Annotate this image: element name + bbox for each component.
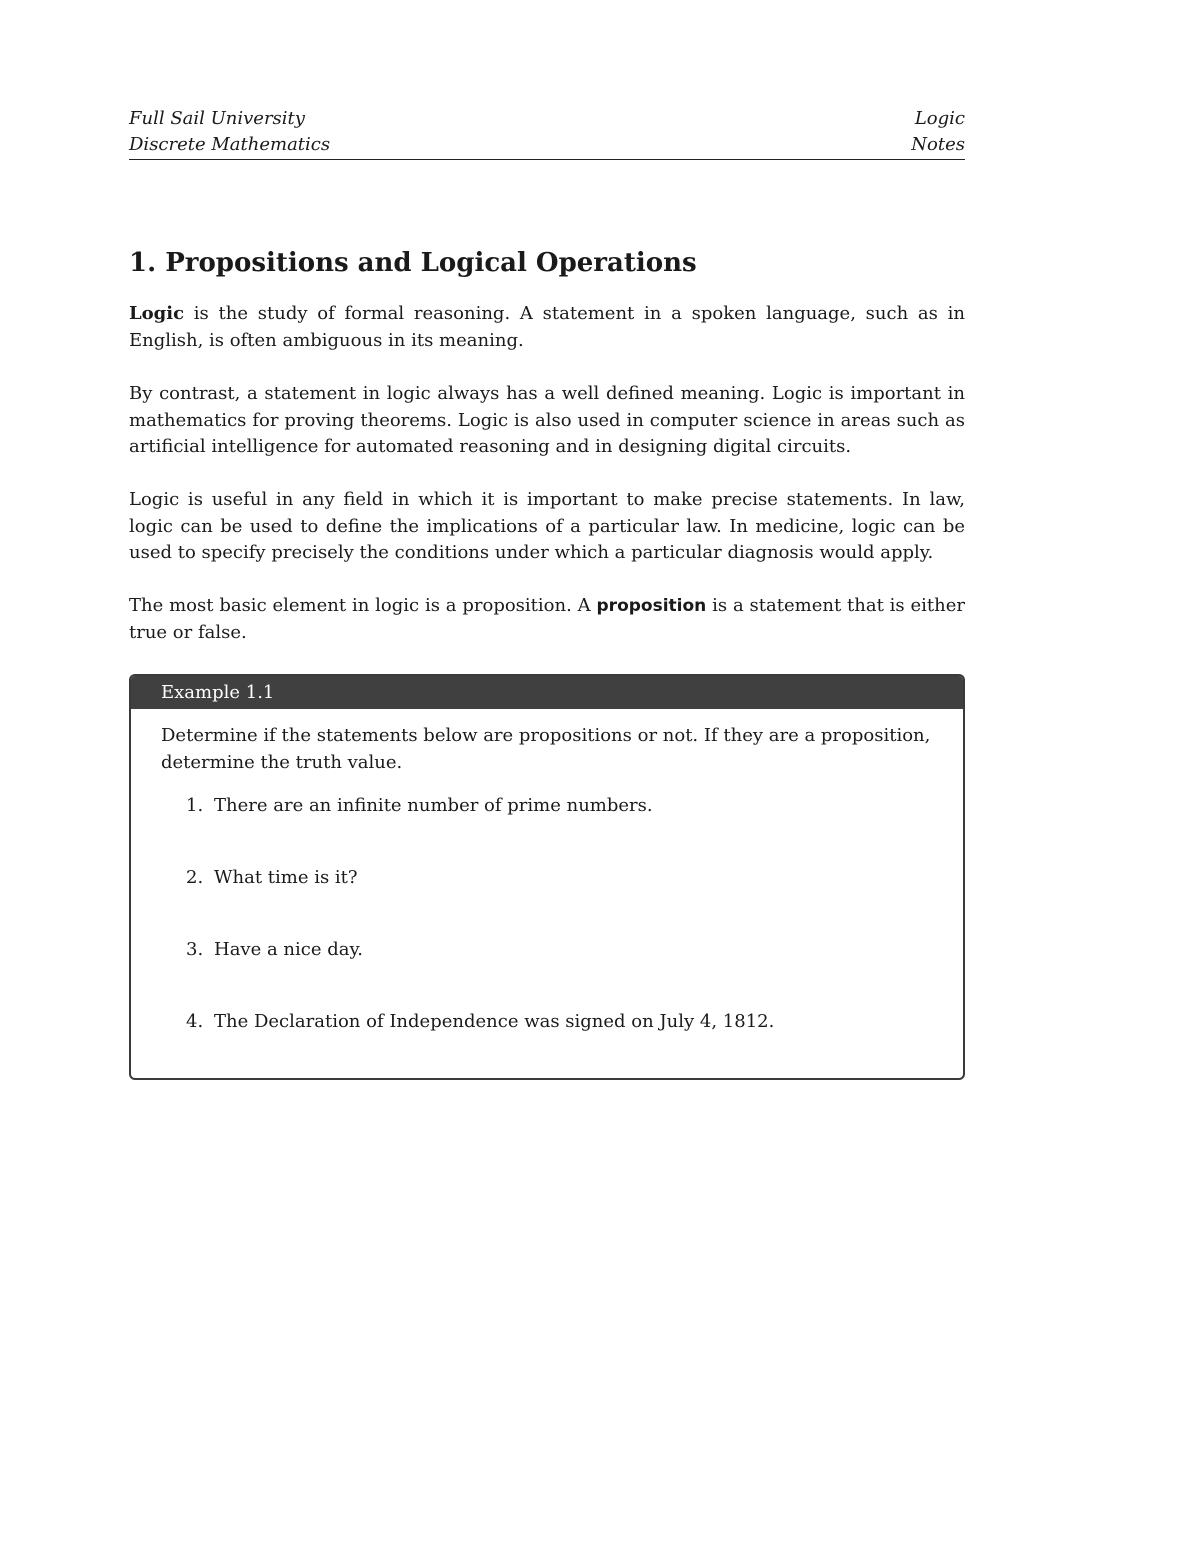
list-item-text: There are an infinite number of prime numbers. (214, 795, 653, 816)
header-topic: Logic (914, 108, 965, 129)
term-proposition: proposition (596, 596, 707, 616)
list-item-number: 1. (186, 795, 204, 816)
paragraph-2: By contrast, a statement in logic always has a well defined meaning. Logic is important in mathematics for proving theorems. Logic is also used in computer science in areas such as artificial intelligence for automated reasoning and in designing digital circuits. (129, 383, 965, 457)
paragraph-3: Logic is useful in any field in which it is important to make precise statements. In law, logic can be used to define the implications of a particular law. In medicine, logic can be used to specify precisely the conditions under which a particular diagnosis would apply. (129, 489, 965, 563)
list-item (186, 1009, 774, 1035)
list-item (186, 793, 653, 819)
header-university: Full Sail University (129, 108, 305, 129)
section-heading (129, 246, 697, 280)
list-item-number: 4. (186, 1011, 204, 1032)
paragraph-4-tail: is a statement that is either true or false. (129, 595, 965, 643)
list-item (186, 937, 363, 963)
list-item-number: 2. (186, 867, 204, 888)
list-item (186, 865, 358, 891)
paragraph-4 (129, 593, 965, 646)
section-title: Propositions and Logical Operations (165, 248, 697, 278)
example-instructions: Determine if the statements below are propositions or not. If they are a proposition, determine the truth value. (161, 725, 931, 773)
example-title: Example 1.1 (131, 676, 963, 709)
list-item-text: What time is it? (214, 867, 358, 888)
example-box (129, 674, 965, 1080)
paragraph-4-lead: The most basic element in logic is a proposition. A (129, 595, 597, 616)
header-course: Discrete Mathematics (129, 134, 331, 155)
header-rule (129, 159, 965, 160)
paragraph-1-text: is the study of formal reasoning. A statement in a spoken language, such as in English, is often ambiguous in its meaning. (129, 303, 965, 351)
list-item-text: The Declaration of Independence was signed on July 4, 1812. (214, 1011, 775, 1032)
term-logic: Logic (129, 303, 185, 324)
header-doc-type: Notes (911, 134, 965, 155)
list-item-text: Have a nice day. (214, 939, 363, 960)
section-number: 1. (129, 248, 157, 278)
list-item-number: 3. (186, 939, 204, 960)
paragraph-1 (129, 301, 965, 354)
